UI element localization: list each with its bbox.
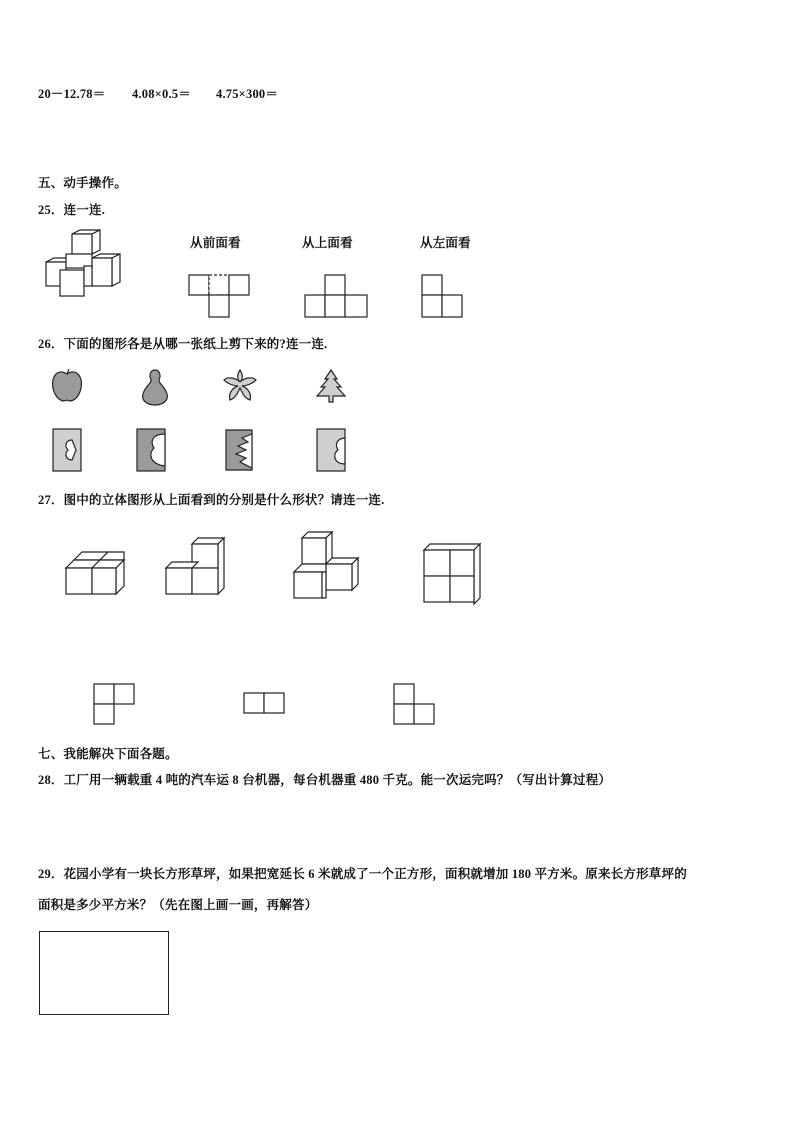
paper-piece-1 <box>52 428 84 472</box>
q27-solid-2 <box>164 536 228 598</box>
q25-cube-figure <box>42 230 142 300</box>
paper-piece-2 <box>136 428 168 472</box>
section-5-title: 五、动手操作。 <box>38 176 127 190</box>
q27-top-view-3 <box>393 683 437 725</box>
tree-icon <box>314 368 348 404</box>
q25-view-left: 从左面看 <box>420 236 471 250</box>
q27-top-view-1 <box>93 683 137 725</box>
q29-rectangle-drawing <box>39 931 169 1015</box>
paper-piece-4 <box>316 428 348 472</box>
paper-piece-3 <box>224 428 254 472</box>
q27-text: 27．图中的立体图形从上面看到的分别是什么形状？请连一连. <box>38 493 385 507</box>
apple-icon <box>50 368 84 404</box>
expr-1: 20－12.78＝ <box>38 87 106 101</box>
q25-view-shape-1 <box>188 274 252 320</box>
q27-solid-3 <box>292 530 362 600</box>
q25-view-top: 从上面看 <box>302 236 353 250</box>
q29-line-1: 29．花园小学有一块长方形草坪，如果把宽延长 6 米就成了一个正方形，面积就增加 180 平方米。原来长方形草坪的 <box>38 867 687 881</box>
q26-text: 26．下面的图形各是从哪一张纸上剪下来的?连一连. <box>38 337 328 351</box>
q27-solid-1 <box>64 548 126 596</box>
q25-text: 25．连一连. <box>38 203 106 217</box>
expr-2: 4.08×0.5＝ <box>132 87 191 101</box>
section-7-title: 七、我能解决下面各题。 <box>38 747 178 761</box>
q27-solid-4 <box>420 542 484 606</box>
q29-line-2: 面积是多少平方米？（先在图上画一画，再解答） <box>38 898 318 912</box>
q25-view-front: 从前面看 <box>190 236 241 250</box>
q27-top-view-2 <box>243 692 287 716</box>
gourd-icon <box>140 368 170 406</box>
q25-view-shape-2 <box>304 274 370 320</box>
expr-3: 4.75×300＝ <box>216 87 279 101</box>
q25-view-shape-3 <box>421 274 465 320</box>
q28-text: 28．工厂用一辆载重 4 吨的汽车运 8 台机器，每台机器重 480 千克。能一次运完吗？（写出计算过程） <box>38 773 612 787</box>
flower-icon <box>222 368 258 404</box>
